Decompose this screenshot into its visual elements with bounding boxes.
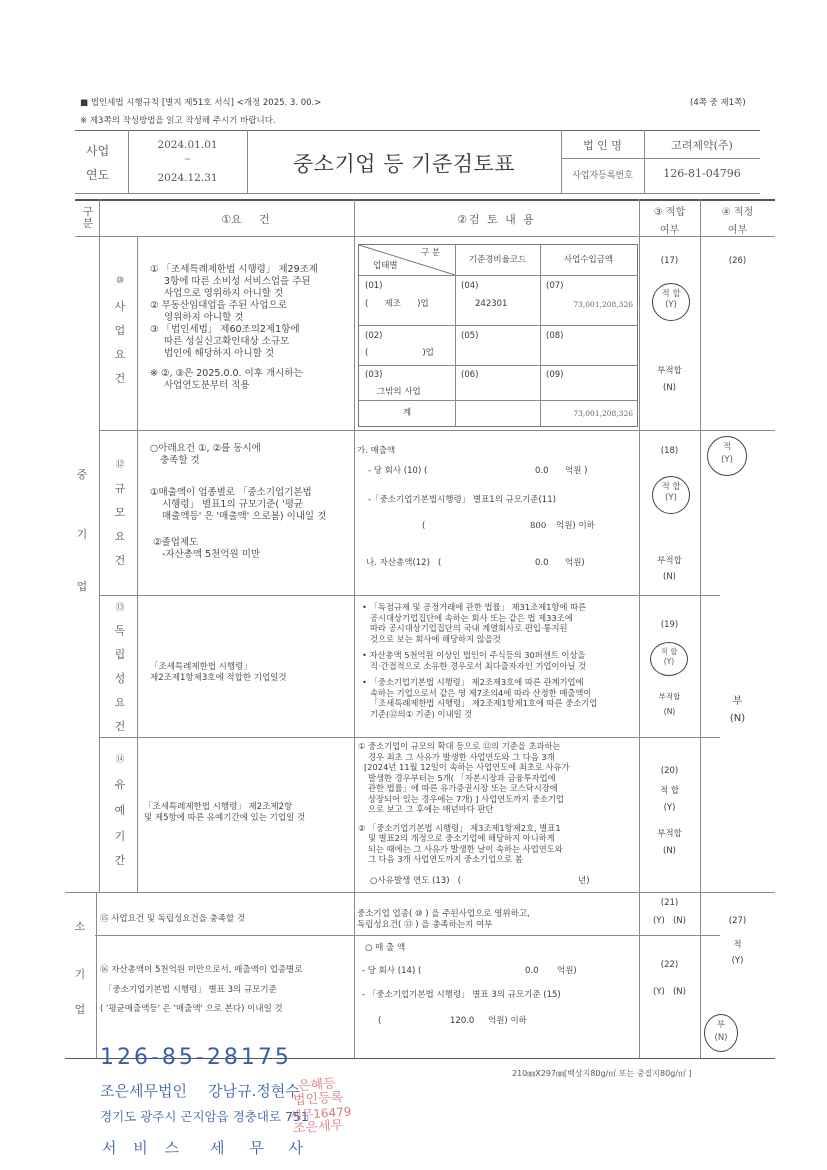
small-review-sales: ○ 매 출 액 xyxy=(365,943,406,953)
fit-yes[interactable]: 적 합 xyxy=(659,786,680,796)
grace-req-2: 및 제5항에 따른 유예기간에 있는 기업일 것 xyxy=(144,813,306,823)
agent-title: 세 무 사 xyxy=(210,1139,314,1157)
review-sales-label: 가. 매출액 xyxy=(357,446,396,456)
corp-name-label: 법 인 명 xyxy=(583,139,622,152)
grace-label-1: 유 xyxy=(114,778,126,791)
small-review-standard-value[interactable]: 120.0 xyxy=(450,1016,475,1026)
independence-label-4: 요 xyxy=(114,696,126,709)
scale-label-3: 요 xyxy=(114,530,126,543)
scale-label-2: 모 xyxy=(114,506,126,519)
fit-code-21: (21) xyxy=(660,898,679,908)
header-fit-2: 여부 xyxy=(659,225,680,236)
red-seal-stamp: 은혜등 법인등록 세무16479 조은세무 xyxy=(289,1076,352,1137)
fit-no[interactable]: 부적합 xyxy=(657,366,682,376)
proper-yes-code: (Y) xyxy=(731,956,744,966)
grace-review: ① 중소기업이 규모의 확대 등으로 ⑫의 기준을 초과하는 경우 최초 그 사유가 발생한 사업연도와 그 다음 3개 [2024년 11월 12일이 속하는 사업연도에 최초로 사유가 발생한 경우부터는 5개( 「자본시장과 금융투자업에 관한 법률」에 따른 유가증권시장 또는 코스닥시장에 상장되어 있는 경우에는 7개) ] 사업연도까지 중소기업 으로 보고 그 후에는 매년마다 판단 ② 「중소기업기본법 시행령」 제3조제1항제2호, 별표1 및 별표2의 개정으로 중소기업에 해당하지 아니하게 되는 때에는 그 사유가 발생한 날이 속하는 사업연도와 그 다음 3개 사업연도까지 중소기업으로 봄 xyxy=(358,741,570,864)
proper-yes-circled[interactable]: 적 (Y) xyxy=(707,436,747,476)
cell-income-value[interactable]: 73,001,208,326 xyxy=(573,300,633,309)
small-review-company-label: - 당 회사 (14) ( xyxy=(362,966,422,976)
review-company-sales-value[interactable]: 0.0 xyxy=(535,466,549,476)
header-requirement: ①요 건 xyxy=(221,213,270,226)
cell-business-type[interactable]: ( )업 xyxy=(365,348,434,358)
fit-no-code: (N) xyxy=(663,846,676,856)
fit-no[interactable]: 부적합 xyxy=(657,829,682,839)
paren: ( xyxy=(378,1016,382,1026)
total-label: 계 xyxy=(402,408,412,418)
fit-code-22: (22) xyxy=(660,960,679,970)
business-label-4: 건 xyxy=(114,372,126,385)
proper-code-27: (27) xyxy=(728,916,747,926)
grace-year-unit[interactable]: 년) xyxy=(578,876,590,886)
sme-label-3: 업 xyxy=(76,580,88,593)
fit-no-code: (N) xyxy=(663,707,676,716)
fit-no[interactable]: 부적합 xyxy=(657,556,682,566)
divider xyxy=(75,199,775,201)
divider xyxy=(100,430,775,431)
fit-code-19: (19) xyxy=(660,620,679,630)
cell-expense-code[interactable]: 242301 xyxy=(475,299,508,309)
review-total-assets-value[interactable]: 0.0 xyxy=(535,558,549,568)
cell-code-02: (02) xyxy=(365,331,383,341)
business-num: ⑩ xyxy=(115,276,125,286)
header-review: ②검 토 내 용 xyxy=(457,213,536,226)
paren: ( xyxy=(422,521,426,531)
small-label-1: 소 xyxy=(74,920,86,933)
cell-code-05: (05) xyxy=(461,331,479,341)
grace-label-4: 간 xyxy=(114,854,126,867)
proper-yes[interactable]: 적 xyxy=(733,940,742,950)
divider xyxy=(561,158,760,159)
fit-yes-circled[interactable]: 적 합 (Y) xyxy=(652,476,690,514)
total-income-value: 73,001,208,326 xyxy=(573,409,633,418)
header-business-type: 업태별 xyxy=(373,261,398,271)
agent-address: 경기도 광주시 곤지암읍 경충대로 751 xyxy=(100,1109,309,1124)
header-proper: ④ 적정 xyxy=(721,207,754,218)
agent-reg-no: 126-85-28175 xyxy=(100,1045,292,1070)
divider xyxy=(75,236,775,237)
form-reference: ■ 법인세법 시행규칙 [별지 제51호 서식] <개정 2025. 3. 00.> xyxy=(80,98,322,108)
unit: 억원) 이하 xyxy=(488,1016,527,1026)
page-title: 중소기업 등 기준검토표 xyxy=(292,152,516,176)
scale-label-4: 건 xyxy=(114,554,126,567)
req-line: 따른 성실신고확인대상 소규모 xyxy=(164,336,290,347)
cell-business-type[interactable]: ( 제조 )업 xyxy=(365,299,429,309)
independence-label-3: 성 xyxy=(114,672,126,685)
fit-code-17: (17) xyxy=(660,256,679,266)
period-label-1: 사업 xyxy=(86,144,110,158)
req-line: 법인에 해당하지 아니할 것 xyxy=(164,348,275,359)
cell-code-04: (04) xyxy=(461,281,479,291)
period-separator: ~ xyxy=(183,155,192,165)
small-review-1b: 독립성요건( ⑬ ) 을 충족하는지 여부 xyxy=(357,920,493,930)
scale-num: ⑫ xyxy=(115,460,125,470)
independence-label-5: 건 xyxy=(114,720,126,733)
divider xyxy=(65,892,775,893)
req-line: 3항에 따른 소비성 서비스업을 주된 xyxy=(164,276,311,287)
small-req-2b: 「중소기업기본법 시행령」 별표 3의 규모기준 xyxy=(104,985,277,995)
header-proper-2: 여부 xyxy=(727,225,748,236)
fit-no-code: (N) xyxy=(663,572,676,582)
proper-no[interactable]: 부 xyxy=(732,696,743,707)
unit: 억원 ) xyxy=(565,466,588,476)
business-label-1: 사 xyxy=(114,300,126,313)
req-line: 사업으로 영위하지 아니할 것 xyxy=(164,288,284,299)
independence-req-2: 제2조제1항제3호에 적합한 기업일것 xyxy=(150,673,287,683)
small-label-3: 업 xyxy=(74,1003,86,1016)
proper-no-circled[interactable]: 부 (N) xyxy=(704,1014,738,1052)
req-line: ③ 「법인세법」 제60조의2제1항에 xyxy=(150,324,300,335)
page-indicator: (4쪽 중 제1쪽) xyxy=(690,98,746,108)
review-company-sales-label: - 당 회사 (10) ( xyxy=(368,466,428,476)
req-line: ② 부동산임대업을 주된 사업으로 xyxy=(150,300,287,311)
divider xyxy=(100,737,720,738)
independence-label-2: 립 xyxy=(114,648,126,661)
grace-year-label: ○사유발생 연도 (13) ( xyxy=(370,876,461,886)
corp-name: 고려제약(주) xyxy=(671,139,733,152)
small-req-2c: ( '평균매출액등' 은 '매출액' 으로 본다) 이내일 것 xyxy=(100,1004,283,1014)
unit: 억원) xyxy=(565,558,585,568)
period-label-2: 연도 xyxy=(86,168,110,182)
divider xyxy=(75,193,760,194)
grace-label-2: 예 xyxy=(114,804,126,817)
business-requirements xyxy=(150,264,355,392)
divider xyxy=(96,892,97,1058)
proper-code-26: (26) xyxy=(728,256,747,266)
cell-code-01: (01) xyxy=(365,281,383,291)
small-req-2a: ⑯ 자산총액이 5천억원 미만으로서, 매출액이 업종별로 xyxy=(100,965,303,975)
fit-yn-21[interactable]: (Y) (N) xyxy=(653,916,686,926)
cell-other-business: 그밖의 사업 xyxy=(377,387,421,397)
divider xyxy=(100,595,720,596)
small-review-1a: 중소기업 업종( ⑩ ) 을 주된사업으로 영위하고, xyxy=(357,909,530,919)
period-start: 2024.01.01 xyxy=(157,139,218,151)
business-label-2: 업 xyxy=(114,324,126,337)
req-line: 영위하지 아니할 것 xyxy=(164,312,244,323)
cell-code-06: (06) xyxy=(461,370,479,380)
small-review-standard-label: - 「중소기업기본법 시행령」 별표 3의 규모기준 (15) xyxy=(362,990,561,1000)
divider xyxy=(99,199,100,892)
req-line: ① 「조세특례제한법 시행령」 제29조제 xyxy=(150,264,318,275)
divider xyxy=(137,236,138,892)
grace-label-3: 기 xyxy=(114,830,126,843)
business-label-3: 요 xyxy=(114,348,126,361)
fit-yes-circled[interactable]: 적 합 (Y) xyxy=(650,642,688,676)
divider xyxy=(75,130,760,131)
fit-yn-22[interactable]: (Y) (N) xyxy=(653,987,686,997)
req-line: 사업연도분부터 적용 xyxy=(164,380,250,391)
instruction-note: ※ 제3쪽의 작성방법을 읽고 작성해 주시기 바랍니다. xyxy=(80,116,276,126)
unit: 억원) 이하 xyxy=(556,521,595,531)
revenue-table xyxy=(358,244,638,427)
independence-num: ⑬ xyxy=(115,603,125,613)
scale-requirements: ○아래요건 ①, ②를 동시에 충족할 것 ①매출액이 업종별로 「중소기업기본법 시행령」 별표1의 규모기준( '평균 매출액등' 은 '매출액' 으로봄) 이내일 것 ②졸업제도 -자산총액 5천억원 미만 xyxy=(150,443,327,560)
paper-spec: 210㎜X297㎜[백상지80g/㎡ 또는 중질지80g/㎡ ] xyxy=(512,1069,692,1078)
agent-firm: 조은세무법인 xyxy=(100,1082,187,1100)
agent-names: 강남규.정현수 xyxy=(208,1082,300,1100)
period-end: 2024.12.31 xyxy=(157,172,218,184)
header-gubun: 구분 xyxy=(82,205,94,230)
small-label-2: 기 xyxy=(74,968,86,981)
grace-req-1: 「조세특례제한법 시행령」 제2조제2항 xyxy=(144,802,293,812)
review-scale-standard-value[interactable]: 800 xyxy=(530,521,547,531)
cell-code-07: (07) xyxy=(546,281,564,291)
reg-no-label: 사업자등록번호 xyxy=(572,171,633,181)
sme-label-2: 기 xyxy=(76,528,88,541)
review-total-assets-label: 나. 자산총액(12) ( xyxy=(366,558,442,568)
reg-no: 126-81-04796 xyxy=(663,167,741,180)
independence-label-1: 독 xyxy=(114,624,126,637)
fit-code-18: (18) xyxy=(660,446,679,456)
fit-code-20: (20) xyxy=(660,766,679,776)
grace-num: ⑭ xyxy=(115,755,125,765)
req-line: ※ ②, ③은 2025.0.0. 이후 개시하는 xyxy=(150,368,303,379)
cell-code-08: (08) xyxy=(546,331,564,341)
cell-code-03: (03) xyxy=(365,370,383,380)
fit-yes-code: (Y) xyxy=(663,803,676,813)
cell-code-09: (09) xyxy=(546,370,564,380)
divider xyxy=(95,935,720,936)
fit-yes-circled[interactable]: 적 합 (Y) xyxy=(652,283,690,321)
scale-label-1: 규 xyxy=(114,482,126,495)
proper-no-code: (N) xyxy=(729,713,746,724)
header-code: 기준경비율코드 xyxy=(468,255,527,265)
fit-no-code: (N) xyxy=(663,383,676,393)
independence-req-1: 「조세특례제한법 시행령」 xyxy=(150,662,252,672)
small-req-1: ⑮ 사업요건 및 독립성요건을 충족할 것 xyxy=(100,914,246,924)
divider xyxy=(700,199,701,1058)
small-review-company-value[interactable]: 0.0 xyxy=(525,966,539,976)
review-scale-standard-label: -「중소기업기본법시행령」 별표1의 규모기준(11) xyxy=(368,495,556,505)
unit: 억원) xyxy=(557,966,577,976)
fit-no[interactable]: 부적합 xyxy=(658,692,681,701)
agent-service: 서 비 스 xyxy=(102,1139,186,1157)
header-income: 사업수입금액 xyxy=(563,255,614,265)
independence-review: • 「독점규제 및 공정거래에 관한 법률」 제31조제1항에 따른 공시대상기업집단에 속하는 회사 또는 같은 법 제33조에 따라 공시대상기업집단의 국내 계열회사로 편입·통지된 것으로 보는 회사에 해당하지 않을것 • 자산총액 5천억원 이상인 법인이 주식등의 30퍼센트 이상을 직·간접적으로 소유한 경우로서 최다출자자인 기업이아닐 것 • 「중소기업기본법 시행령」 제2조제3호에 따른 관계기업에 속하는 기업으로서 같은 영 제7조의4에 따라 산정한 매출액이 「조세특례제한법 시행령」 제2조제1항제1호에 따른 중소기업 기준(⑫의① 기준) 이내일 것 xyxy=(362,602,598,719)
sme-label-1: 중 xyxy=(76,468,88,481)
header-gubun: 구 분 xyxy=(421,248,441,258)
header-fit: ③ 적합 xyxy=(653,207,686,218)
